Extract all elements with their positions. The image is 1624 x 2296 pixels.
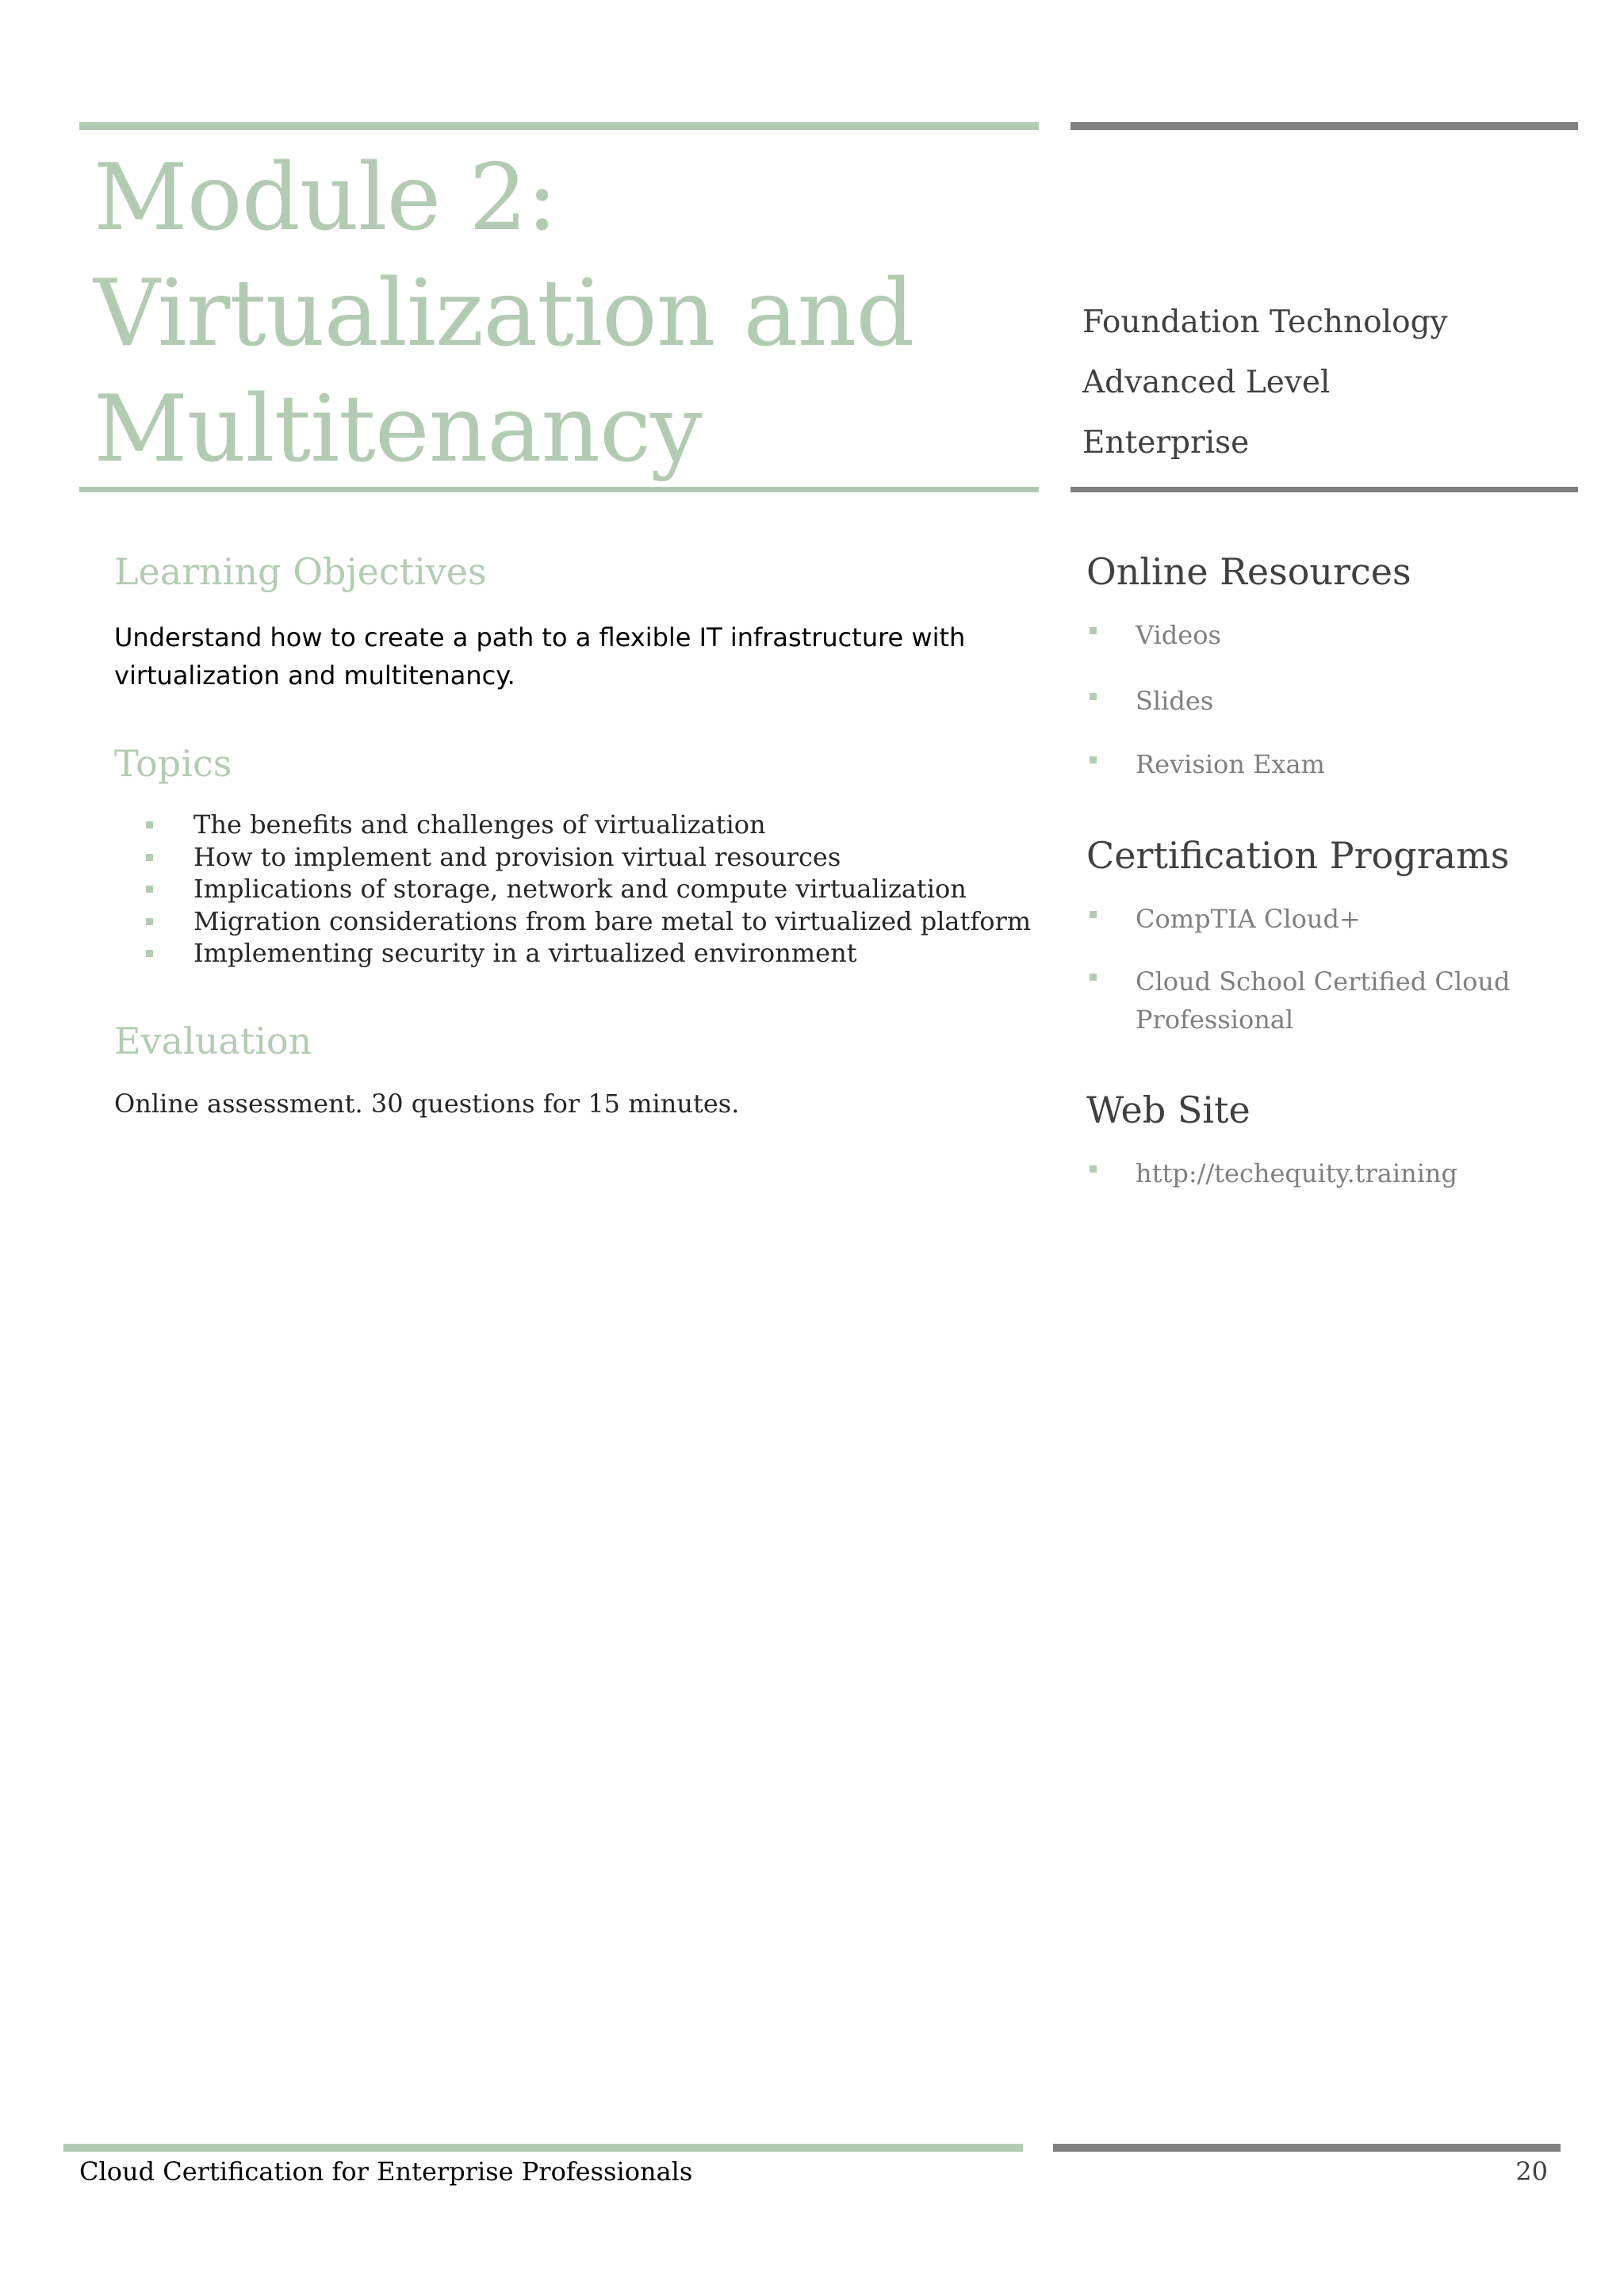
- square-bullet-icon: [1090, 627, 1097, 634]
- meta-audience: Enterprise: [1082, 425, 1250, 461]
- web-site-link[interactable]: http://techequity.training: [1086, 1154, 1530, 1192]
- list-item: Implementing security in a virtualized environment: [143, 937, 1031, 970]
- topics-heading: Topics: [114, 742, 232, 785]
- resource-item-videos[interactable]: Videos: [1086, 616, 1530, 654]
- learning-objectives-text: Understand how to create a path to a flexible IT infrastructure with virtualization and multitenancy.: [114, 622, 966, 691]
- square-bullet-icon: [1090, 974, 1097, 981]
- square-bullet-icon: [1090, 693, 1097, 700]
- square-bullet-icon: [146, 854, 153, 861]
- certification-item-cloud-school[interactable]: Cloud School Certified Cloud Professional: [1086, 962, 1530, 1039]
- footer-title: Cloud Certification for Enterprise Professionals: [79, 2156, 693, 2187]
- resource-item-slides[interactable]: Slides: [1086, 682, 1530, 720]
- meta-level: Advanced Level: [1082, 365, 1331, 400]
- meta-track: Foundation Technology: [1082, 304, 1448, 340]
- header-top-rule-right: [1071, 122, 1578, 130]
- square-bullet-icon: [146, 821, 153, 828]
- footer-rule-right: [1053, 2144, 1561, 2152]
- list-item: How to implement and provision virtual resources: [143, 841, 1031, 874]
- list-item: Migration considerations from bare metal to virtualized platform: [143, 905, 1031, 938]
- learning-objectives-heading: Learning Objectives: [114, 550, 487, 593]
- header-bottom-rule-left: [79, 487, 1039, 492]
- evaluation-heading: Evaluation: [114, 1020, 312, 1062]
- page-number: 20: [1515, 2156, 1548, 2187]
- square-bullet-icon: [1090, 756, 1097, 763]
- topics-list: [143, 809, 1031, 970]
- title-line-1: Module 2:: [94, 144, 557, 251]
- footer-rule-left: [63, 2144, 1023, 2152]
- online-resources-heading: Online Resources: [1086, 550, 1411, 593]
- header-top-rule-left: [79, 122, 1039, 130]
- web-site-heading: Web Site: [1086, 1089, 1251, 1131]
- certification-programs-heading: Certification Programs: [1086, 834, 1510, 877]
- square-bullet-icon: [1090, 1165, 1097, 1173]
- list-item: Implications of storage, network and compute virtualization: [143, 873, 1031, 905]
- evaluation-text: Online assessment. 30 questions for 15 minutes.: [114, 1089, 740, 1119]
- square-bullet-icon: [1090, 911, 1097, 918]
- square-bullet-icon: [146, 886, 153, 893]
- square-bullet-icon: [146, 950, 153, 957]
- resource-item-revision-exam[interactable]: Revision Exam: [1086, 745, 1530, 783]
- header-bottom-rule-right: [1071, 487, 1578, 492]
- certification-item-comptia[interactable]: CompTIA Cloud+: [1086, 900, 1530, 938]
- list-item: The benefits and challenges of virtualization: [143, 809, 1031, 841]
- title-line-2: Virtualization and: [94, 260, 914, 367]
- square-bullet-icon: [146, 918, 153, 925]
- title-line-3: Multitenancy: [94, 376, 702, 483]
